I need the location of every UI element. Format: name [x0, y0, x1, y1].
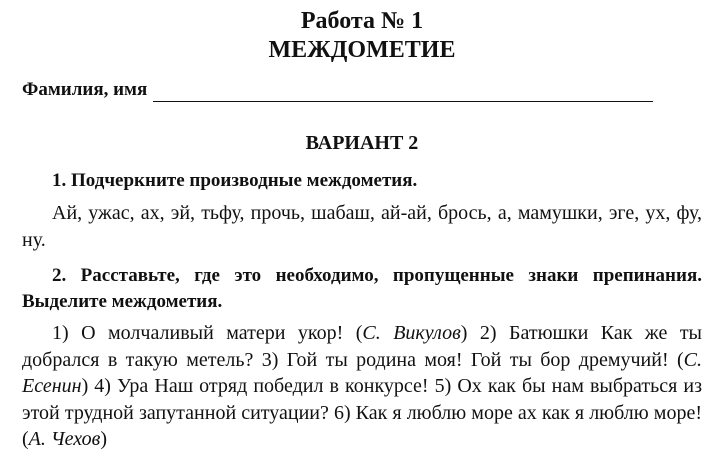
- task-2-heading: 2. Расставьте, где это необходимо, пропущенные знаки препинания. Выделите междометия.: [22, 265, 702, 312]
- author-citation-2: С. Есенин: [22, 348, 702, 397]
- variant-heading: ВАРИАНТ 2: [305, 132, 419, 154]
- name-field-label: Фамилия, имя: [22, 79, 148, 100]
- name-field-blank[interactable]: [153, 81, 653, 102]
- page-title: Работа № 1: [300, 8, 424, 34]
- name-field-row: [22, 76, 702, 102]
- task-2-text-part-3: ) 4) Ура Наш отряд победил в конкурсе! 5) Ох как бы нам выбраться из этой трудной запутанной ситуации? 6) Как я люблю море ах как я люблю море! (: [22, 375, 702, 450]
- task-1-heading: 1. Подчеркните производные междометия.: [52, 170, 418, 191]
- task-2-text-part-4: ): [100, 428, 108, 450]
- task-2-text-part-2: ) 2) Батюшки Как же ты добрался в такую метель? 3) Гой ты родина моя! Гой ты бор дремучий! (: [22, 322, 702, 371]
- task-1-body: Ай, ужас, ах, эй, тьфу, прочь, шабаш, ай-ай, брось, а, мамушки, эге, ух, фу, ну.: [22, 202, 702, 251]
- author-citation-3: А. Чехов: [28, 428, 101, 450]
- worksheet-page: [0, 7, 720, 465]
- task-2-text-part-1: 1) О молчаливый матери укор! (: [52, 322, 363, 344]
- author-citation-1: С. Викулов: [362, 322, 461, 344]
- task-2-body: [22, 320, 702, 453]
- page-subtitle: МЕЖДОМЕТИЕ: [268, 37, 456, 63]
